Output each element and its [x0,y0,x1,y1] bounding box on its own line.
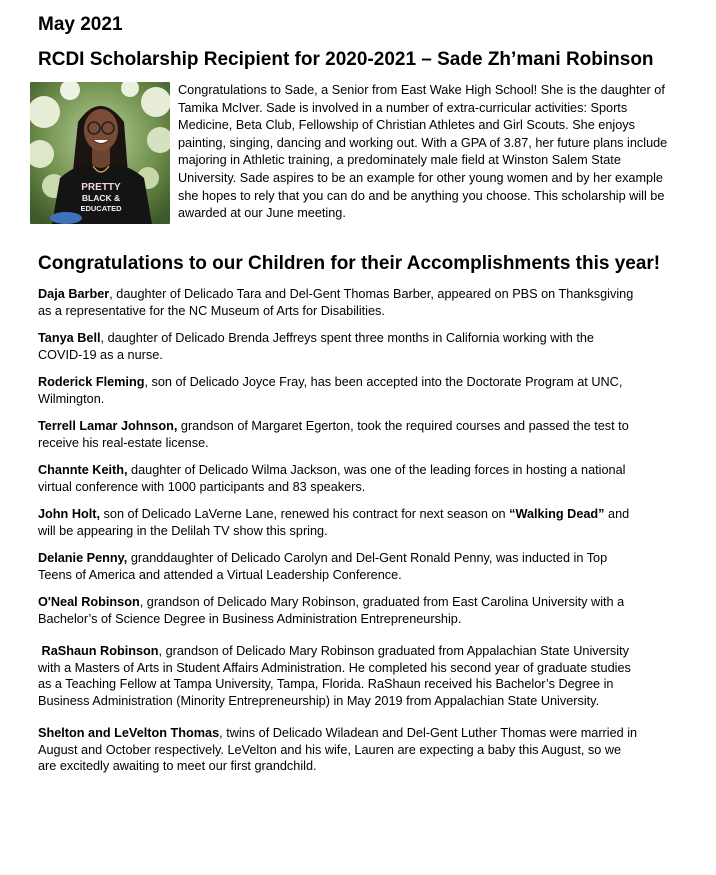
svg-text:PRETTY: PRETTY [81,182,121,193]
entry-text-after: and will be appearing in the Delilah TV show this spring. [38,507,630,538]
entry-text: , twins of Delicado Wiladean and Del-Gent Luther Thomas were married in August and October respectively. LeVelton and his wife, Lauren are expecting a baby this August, so we are excitedly awaiting to meet our first grandchild. [38,726,638,773]
issue-date: May 2021 [38,14,123,35]
child-name: Tanya Bell [38,331,101,345]
entry-text: , grandson of Delicado Mary Robinson graduated from Appalachian State University with a Masters of Arts in Student Affairs Administration. He completed his second year of graduate studies as a Teaching Fellow at Tampa University, Tampa, Florida. RaShaun received his Bachelor’s Degree in Business Administration (Minority Entrepreneurship) in May 2019 from Appalachian State University. [38,644,631,708]
list-item [38,418,638,451]
child-name: RaShaun Robinson [41,644,159,658]
list-item [38,506,638,539]
child-name: O'Neal Robinson [38,595,140,609]
list-item [38,462,638,495]
recipient-photo-illustration [30,82,170,224]
entry-text: , daughter of Delicado Tara and Del-Gent Thomas Barber, appeared on PBS on Thanksgiving as a representative for the NC Museum of Arts for Disabilities. [38,287,634,318]
list-item [38,550,638,583]
scholarship-description: Congratulations to Sade, a Senior from East Wake High School! She is the daughter of Tamika McIver. Sade is involved in a number of extra-curricular activities: Sports Medicine, Beta Club, Fellowship of Christian Athletes and Girl Scouts. She enjoys painting, singing, dancing and working out. With a GPA of 3.87, her future plans include majoring in Athletic training, a predominately male field at Winston Salem State University. Sade aspires to be an example for other young women and by her example she hopes to rely that you can do and be anything you choose. This scholarship will be awarded at our June meeting. [178,83,668,221]
child-name: Terrell Lamar Johnson, [38,419,178,433]
svg-text:EDUCATED: EDUCATED [80,204,122,213]
list-item [38,374,638,407]
scholarship-title: RCDI Scholarship Recipient for 2020-2021 – Sade Zh’mani Robinson [38,49,654,70]
list-item [38,594,638,627]
child-name: Daja Barber [38,287,110,301]
entry-text: daughter of Delicado Wilma Jackson, was one of the leading forces in hosting a national virtual conference with 1000 participants and 83 speakers. [38,463,626,494]
child-name: Delanie Penny, [38,551,128,565]
scholarship-feature [38,82,688,234]
entry-text: grandson of Margaret Egerton, took the required courses and passed the test to receive his real-estate license. [38,419,629,450]
list-item [38,643,638,709]
child-name: Shelton and LeVelton Thomas [38,726,220,740]
entry-text: , daughter of Delicado Brenda Jeffreys spent three months in California working with the COVID-19 as a nurse. [38,331,594,362]
list-item [38,725,638,775]
entry-text: granddaughter of Delicado Carolyn and Del-Gent Ronald Penny, was inducted in Top Teens of America and attended a Virtual Leadership Conference. [38,551,608,582]
newsletter-page [38,14,688,786]
child-name: Roderick Fleming [38,375,145,389]
entry-text: , son of Delicado Joyce Fray, has been accepted into the Doctorate Program at UNC, Wilmington. [38,375,623,406]
accomplishments-list [38,286,688,775]
child-name: John Holt, [38,507,101,521]
list-item [38,286,638,319]
child-name: Channte Keith, [38,463,128,477]
entry-text: , grandson of Delicado Mary Robinson, graduated from East Carolina University with a Bachelor’s of Science Degree in Business Administration Entrepreneurship. [38,595,625,626]
accomplishments-title: Congratulations to our Children for their Accomplishments this year! [38,253,661,274]
svg-text:BLACK &: BLACK & [81,193,121,203]
recipient-photo [30,82,170,224]
show-title: “Walking Dead” [509,507,605,521]
entry-text: son of Delicado LaVerne Lane, renewed his contract for next season on [100,507,510,521]
list-item [38,330,638,363]
